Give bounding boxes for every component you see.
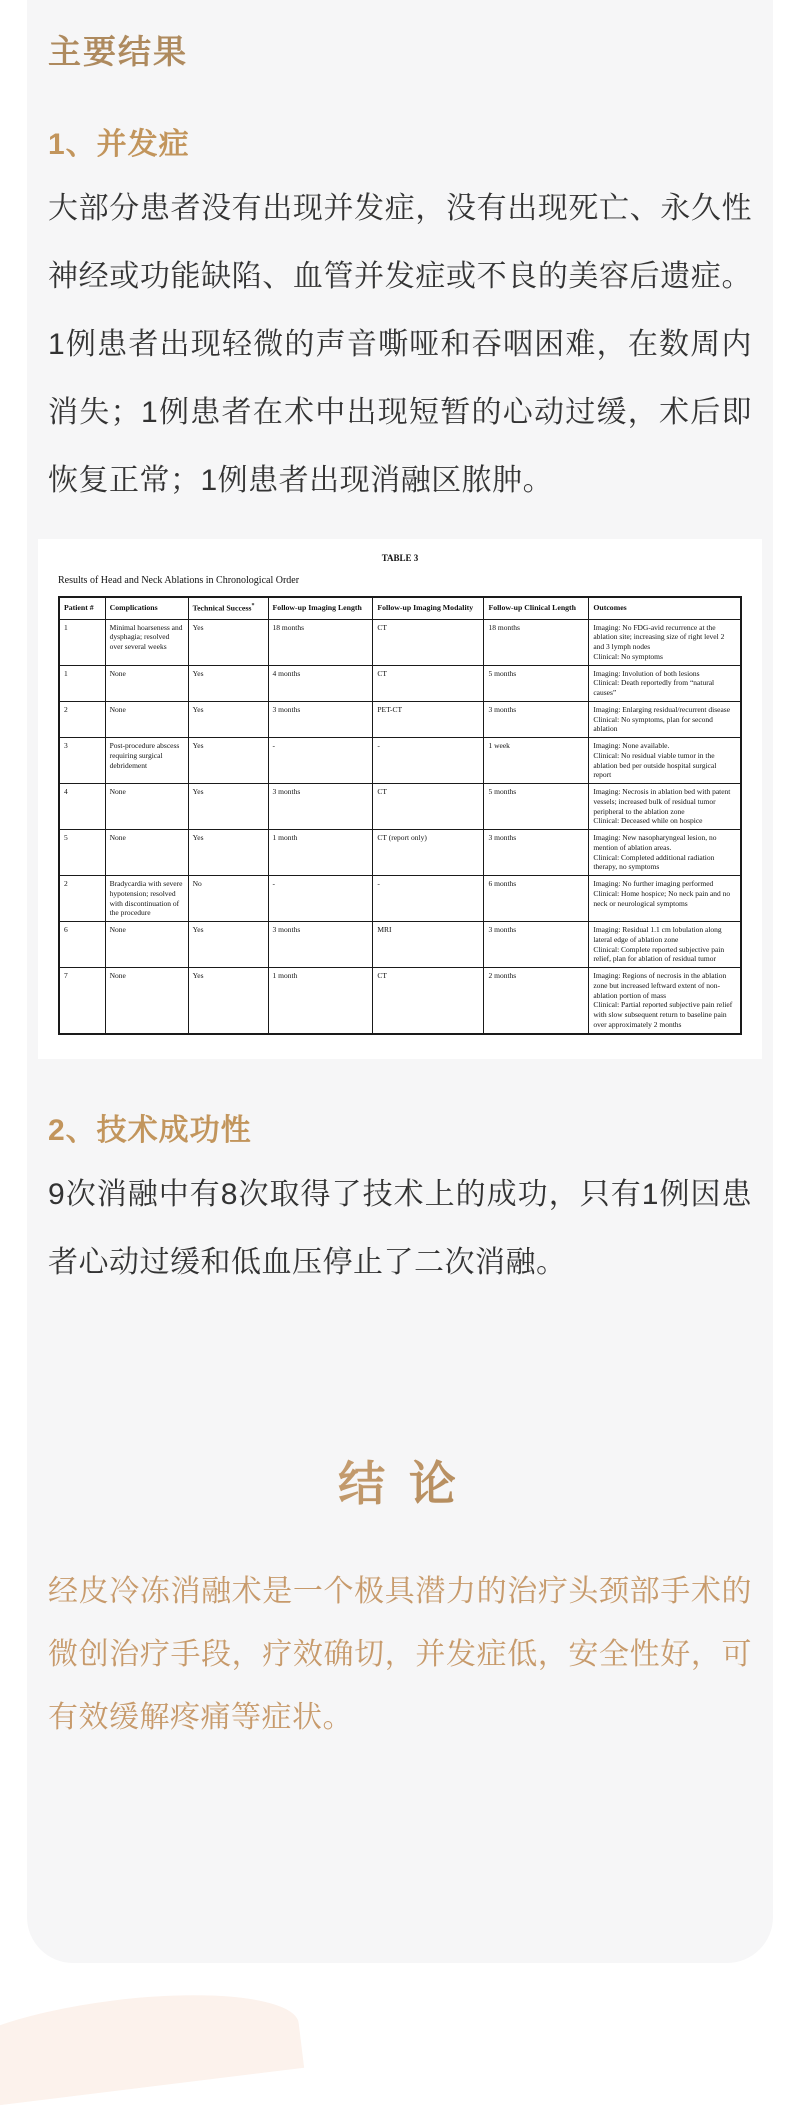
table-row	[59, 784, 741, 830]
cell-imaging-length: 3 months	[268, 784, 373, 830]
complications-paragraph: 大部分患者没有出现并发症，没有出现死亡、永久性神经或功能缺陷、血管并发症或不良的美容后遗症。1例患者出现轻微的声音嘶哑和吞咽困难，在数周内消失；1例患者在术中出现短暂的心动过缓，术后即恢复正常；1例患者出现消融区脓肿。	[48, 192, 752, 497]
cell-imaging-modality: CT	[373, 619, 484, 665]
cell-outcomes: Imaging: Residual 1.1 cm lobulation along lateral edge of ablation zone Clinical: Complete reported subjective pain relief, plan for ablation of residual tumor	[589, 922, 741, 968]
cell-complications: None	[105, 665, 188, 701]
table-row	[59, 619, 741, 665]
cell-patient: 1	[59, 665, 105, 701]
cell-outcomes: Imaging: No FDG-avid recurrence at the ablation site; increasing size of right level 2 and 3 lymph nodes Clinical: No symptoms	[589, 619, 741, 665]
table-head	[59, 597, 741, 619]
cell-clinical-length: 5 months	[484, 784, 589, 830]
table-body	[59, 619, 741, 1034]
conclusion-title: 结 论	[48, 1447, 752, 1514]
cell-complications: Minimal hoarseness and dysphagia; resolved over several weeks	[105, 619, 188, 665]
technical-success-paragraph: 9次消融中有8次取得了技术上的成功，只有1例因患者心动过缓和低血压停止了二次消融。	[48, 1177, 752, 1279]
column-header: Complications	[105, 597, 188, 619]
cell-clinical-length: 3 months	[484, 922, 589, 968]
table-label: TABLE 3	[381, 553, 419, 563]
cell-clinical-length: 18 months	[484, 619, 589, 665]
table-row	[59, 665, 741, 701]
section-heading-complications: 1、并发症	[48, 128, 190, 161]
cell-technical-success: No	[188, 876, 268, 922]
cell-technical-success: Yes	[188, 665, 268, 701]
cell-patient: 6	[59, 922, 105, 968]
cell-complications: None	[105, 968, 188, 1034]
column-header: Follow-up Imaging Length	[268, 597, 373, 619]
table-row	[59, 968, 741, 1034]
cell-clinical-length: 3 months	[484, 701, 589, 737]
cell-technical-success: Yes	[188, 922, 268, 968]
cell-technical-success: Yes	[188, 968, 268, 1034]
table-row	[59, 738, 741, 784]
cell-patient: 3	[59, 738, 105, 784]
cell-patient: 4	[59, 784, 105, 830]
cell-imaging-length: -	[268, 738, 373, 784]
cell-outcomes: Imaging: No further imaging performed Clinical: Home hospice; No neck pain and no neck or neurological symptoms	[589, 876, 741, 922]
section-heading-technical-success: 2、技术成功性	[48, 1113, 252, 1147]
cell-imaging-modality: CT	[373, 784, 484, 830]
column-header: Outcomes	[589, 597, 741, 619]
conclusion-paragraph: 经皮冷冻消融术是一个极具潜力的治疗头颈部手术的微创治疗手段，疗效确切，并发症低，安全性好，可有效缓解疼痛等症状。	[48, 1574, 752, 1734]
cell-technical-success: Yes	[188, 701, 268, 737]
cell-clinical-length: 1 week	[484, 738, 589, 784]
cell-imaging-length: 1 month	[268, 830, 373, 876]
cell-imaging-length: 1 month	[268, 968, 373, 1034]
cell-imaging-length: 4 months	[268, 665, 373, 701]
cell-imaging-modality: CT (report only)	[373, 830, 484, 876]
cell-imaging-modality: -	[373, 876, 484, 922]
table-caption: Results of Head and Neck Ablations in Chronological Order	[58, 575, 300, 586]
cell-imaging-length: 18 months	[268, 619, 373, 665]
cell-imaging-length: 3 months	[268, 701, 373, 737]
cell-clinical-length: 2 months	[484, 968, 589, 1034]
article-card	[27, 0, 773, 1963]
cell-outcomes: Imaging: Necrosis in ablation bed with patent vessels; increased bulk of residual tumor peripheral to the ablation zone Clinical: Deceased while on hospice	[589, 784, 741, 830]
cell-complications: Post-procedure abscess requiring surgical debridement	[105, 738, 188, 784]
decorative-corner-shape	[0, 1978, 304, 2111]
table-row	[59, 876, 741, 922]
cell-imaging-modality: CT	[373, 968, 484, 1034]
cell-outcomes: Imaging: Involution of both lesions Clinical: Death reportedly from “natural causes”	[589, 665, 741, 701]
cell-technical-success: Yes	[188, 830, 268, 876]
ablation-results-table	[58, 596, 742, 1035]
column-header: Technical Success*	[188, 597, 268, 619]
cell-imaging-modality: CT	[373, 665, 484, 701]
cell-clinical-length: 5 months	[484, 665, 589, 701]
cell-technical-success: Yes	[188, 738, 268, 784]
cell-imaging-length: 3 months	[268, 922, 373, 968]
column-header: Patient #	[59, 597, 105, 619]
cell-imaging-modality: MRI	[373, 922, 484, 968]
cell-complications: None	[105, 830, 188, 876]
column-header: Follow-up Clinical Length	[484, 597, 589, 619]
page-title: 主要结果	[48, 35, 188, 71]
cell-patient: 1	[59, 619, 105, 665]
cell-outcomes: Imaging: New nasopharyngeal lesion, no mention of ablation areas. Clinical: Completed additional radiation therapy, no symptoms	[589, 830, 741, 876]
cell-complications: Bradycardia with severe hypotension; resolved with discontinuation of the procedure	[105, 876, 188, 922]
table-panel	[38, 539, 762, 1059]
cell-clinical-length: 3 months	[484, 830, 589, 876]
cell-patient: 7	[59, 968, 105, 1034]
cell-imaging-length: -	[268, 876, 373, 922]
cell-imaging-modality: PET-CT	[373, 701, 484, 737]
cell-patient: 5	[59, 830, 105, 876]
cell-complications: None	[105, 701, 188, 737]
cell-outcomes: Imaging: None available. Clinical: No residual viable tumor in the ablation bed per outside hospital surgical report	[589, 738, 741, 784]
table-row	[59, 701, 741, 737]
cell-clinical-length: 6 months	[484, 876, 589, 922]
cell-outcomes: Imaging: Regions of necrosis in the ablation zone but increased leftward extent of non-ablation portion of mass Clinical: Partial reported subjective pain relief with slow subsequent return to baseline pain over approximately 2 months	[589, 968, 741, 1034]
cell-patient: 2	[59, 701, 105, 737]
cell-complications: None	[105, 922, 188, 968]
table-row	[59, 922, 741, 968]
cell-technical-success: Yes	[188, 784, 268, 830]
cell-patient: 2	[59, 876, 105, 922]
table-header-row	[59, 597, 741, 619]
cell-complications: None	[105, 784, 188, 830]
column-header: Follow-up Imaging Modality	[373, 597, 484, 619]
cell-technical-success: Yes	[188, 619, 268, 665]
cell-imaging-modality: -	[373, 738, 484, 784]
cell-outcomes: Imaging: Enlarging residual/recurrent disease Clinical: No symptoms, plan for second ablation	[589, 701, 741, 737]
table-row	[59, 830, 741, 876]
